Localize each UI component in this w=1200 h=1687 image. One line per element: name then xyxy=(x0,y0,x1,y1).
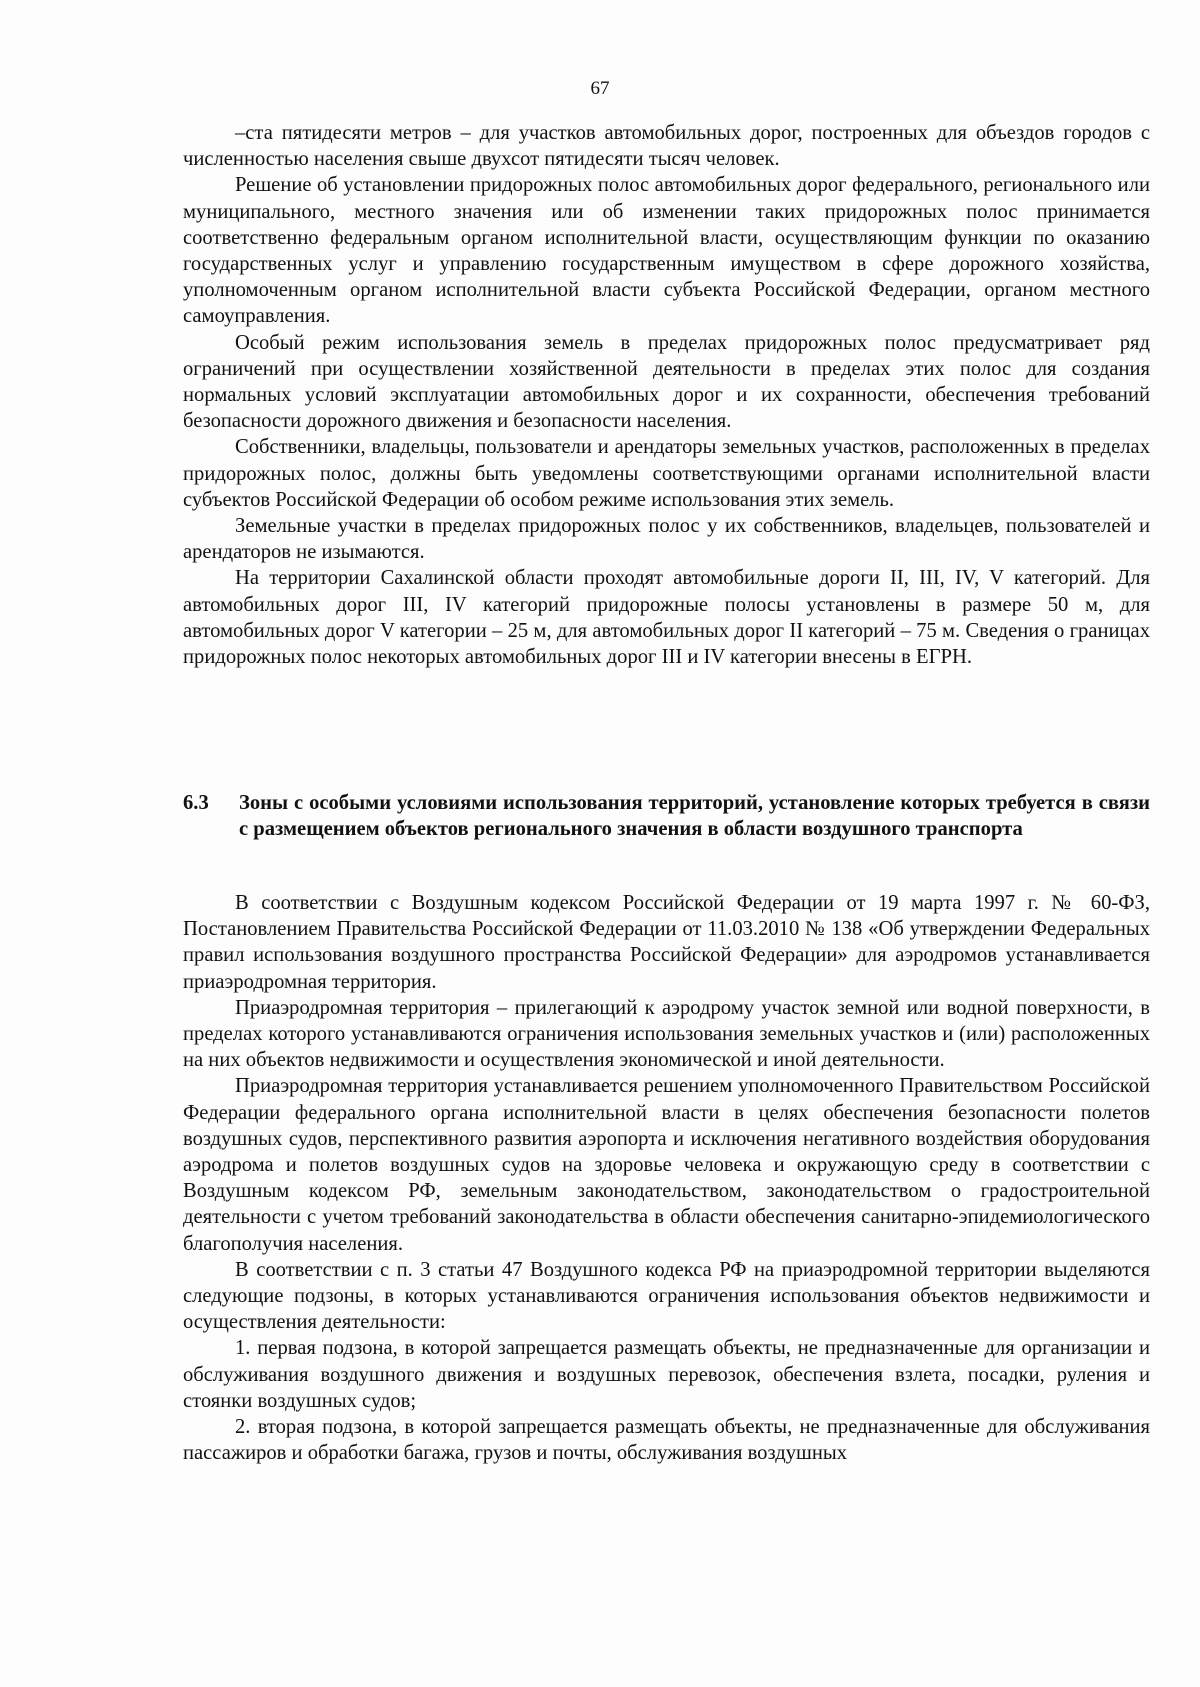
section-number: 6.3 xyxy=(183,792,209,814)
paragraph-sakhalin-roads: На территории Сахалинской области проходят автомобильные дороги II, III, IV, V категорий. Для автомобильных дорог III, IV категорий придорожные полосы установлены в размере 50 м, для автомобильных дорог V категории – 25 м, для автомобильных дорог II категорий – 75 м. Сведения о границах придорожных полос некоторых автомобильных дорог III и IV категории внесены в ЕГРН. xyxy=(183,567,1150,669)
paragraph-subzones-intro: В соответствии с п. 3 статьи 47 Воздушного кодекса РФ на приаэродромной территории выделяются следующие подзоны, в которых устанавливаются ограничения использования объектов недвижимости и осуществления деятельности: xyxy=(183,1258,1150,1334)
paragraph-roadside-150m: –ста пятидесяти метров – для участков автомобильных дорог, построенных для объездов городов с численностью населения свыше двухсот пятидесяти тысяч человек. xyxy=(183,122,1150,171)
paragraph-land-not-seized: Земельные участки в пределах придорожных полос у их собственников, владельцев, пользователей и арендаторов не изымаются. xyxy=(183,515,1150,564)
page-number: 67 xyxy=(590,78,610,99)
section-body-text xyxy=(183,890,1150,1466)
section-title: Зоны с особыми условиями использования территорий, установление которых требуется в связи с размещением объектов регионального значения в области воздушного транспорта xyxy=(239,792,1150,841)
paragraph-aerodrome-territory-definition: Приаэродромная территория – прилегающий к аэродрому участок земной или водной поверхности, в пределах которого устанавливаются ограничения использования земельных участков и (или) расположенных на них объектов недвижимости и осуществления экономической и иной деятельности. xyxy=(183,996,1150,1072)
intro-text xyxy=(183,120,1150,670)
paragraph-air-code: В соответствии с Воздушным кодексом Российской Федерации от 19 марта 1997 г. № 60-ФЗ, Постановлением Правительства Российской Федерации от 11.03.2010 № 138 «Об утверждении Федеральных правил использования воздушного пространства Российской Федерации» для аэродромов устанавливается приаэродромная территория. xyxy=(183,892,1150,993)
paragraph-special-regime: Особый режим использования земель в пределах придорожных полос предусматривает ряд ограничений при осуществлении хозяйственной деятельности в пределах этих полос для создания нормальных условий эксплуатации автомобильных дорог и их сохранности, обеспечения требований безопасности дорожного движения и безопасности населения. xyxy=(183,331,1150,433)
paragraph-owners-notified: Собственники, владельцы, пользователи и арендаторы земельных участков, расположенных в пределах придорожных полос, должны быть уведомлены соответствующими органами исполнительной власти субъектов Российской Федерации об особом режиме использования этих земель. xyxy=(183,436,1150,511)
paragraph-aerodrome-territory-establishment: Приаэродромная территория устанавливается решением уполномоченного Правительством Российской Федерации федерального органа исполнительной власти в целях обеспечения безопасности полетов воздушных судов, перспективного развития аэропорта и исключения негативного воздействия оборудования аэродрома и полетов воздушных судов на здоровье человека и окружающую среду в соответствии с Воздушным кодексом РФ, земельным законодательством, законодательством о градостроительной деятельности с учетом требований законодательства в области обеспечения санитарно-эпидемиологического благополучия населения. xyxy=(183,1075,1150,1255)
paragraph-roadside-decision: Решение об установлении придорожных полос автомобильных дорог федерального, регионального или муниципального, местного значения или об изменении таких придорожных полос принимается соответственно федеральным органом исполнительной власти, осуществляющим функции по оказанию государственных услуг и управлению государственным имуществом в сфере дорожного хозяйства, уполномоченным органом исполнительной власти субъекта Российской Федерации, органом местного самоуправления. xyxy=(183,174,1150,328)
paragraph-subzone-2: 2. вторая подзона, в которой запрещается размещать объекты, не предназначенные для обслуживания пассажиров и обработки багажа, грузов и почты, обслуживания воздушных xyxy=(183,1416,1150,1465)
section-heading-6-3 xyxy=(183,790,1150,842)
paragraph-subzone-1: 1. первая подзона, в которой запрещается размещать объекты, не предназначенные для организации и обслуживания воздушного движения и воздушных перевозок, обеспечения взлета, посадки, руления и стоянки воздушных судов; xyxy=(183,1337,1150,1412)
